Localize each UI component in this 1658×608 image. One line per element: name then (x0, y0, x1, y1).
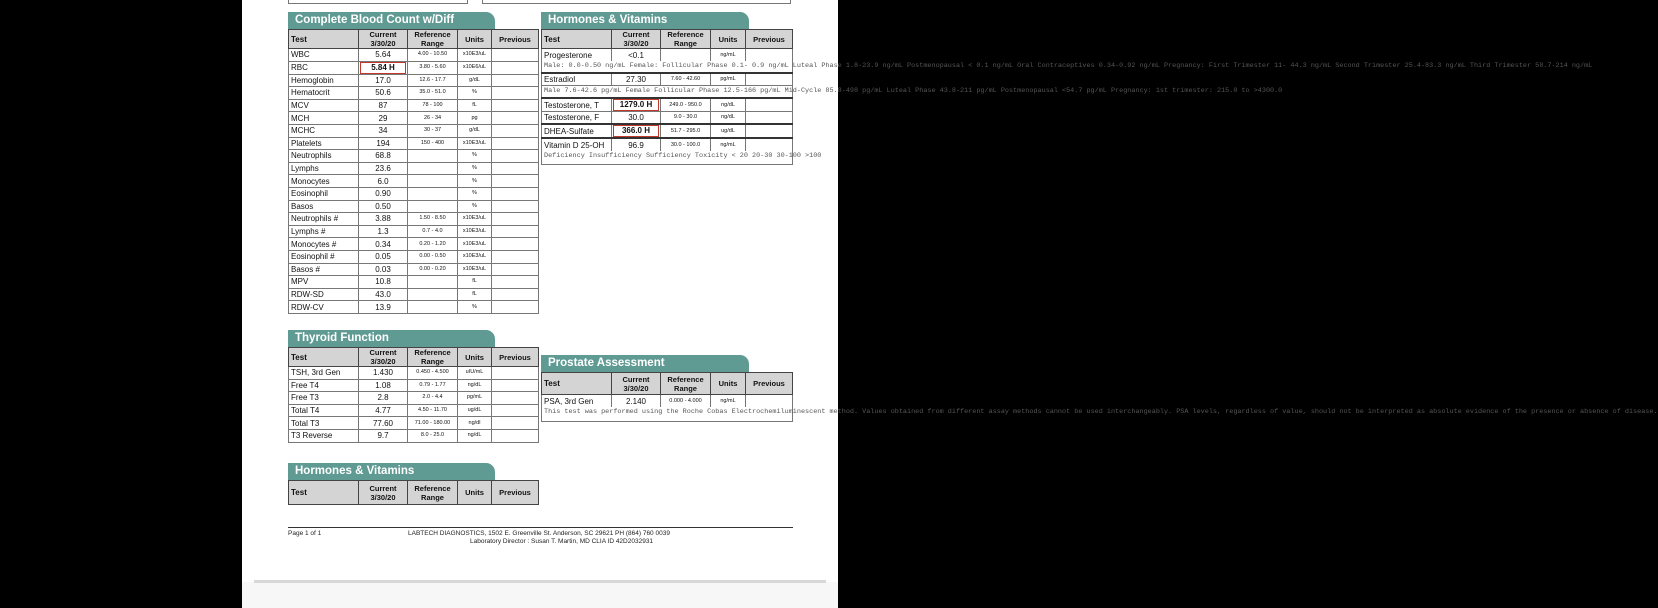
reference-range: 0.000 - 4.000 (661, 395, 711, 408)
table-row (289, 187, 539, 200)
test-name: Estradiol (542, 73, 612, 86)
table-row (542, 112, 793, 125)
test-name: DHEA-Sulfate (542, 124, 612, 138)
units: x10E3/uL (458, 250, 492, 263)
lab-report-page (242, 0, 1658, 582)
reference-range: 30.0 - 100.0 (661, 138, 711, 151)
units: ug/dL (458, 404, 492, 417)
previous-value (492, 263, 539, 276)
table-row (289, 301, 539, 314)
current-value: 0.34 (359, 238, 408, 251)
current-value: 43.0 (359, 288, 408, 301)
reference-range: 71.00 - 180.00 (408, 417, 458, 430)
hormones-table (541, 29, 1593, 165)
reference-range: 0.20 - 1.20 (408, 238, 458, 251)
previous-value (492, 175, 539, 188)
reference-range: 0.00 - 0.50 (408, 250, 458, 263)
prostate-title: Prostate Assessment (541, 355, 749, 372)
previous-value (492, 367, 539, 380)
table-row (542, 124, 793, 138)
current-value: 194 (359, 137, 408, 150)
hormones-left-header-row (289, 481, 539, 505)
thyroid-table (288, 347, 539, 443)
test-name: Progesterone (542, 49, 612, 62)
col-units: Units (711, 30, 746, 49)
col-test: Test (542, 373, 612, 395)
units: ng/mL (711, 395, 746, 408)
lab-director: Laboratory Director : Susan T. Martin, MD CLIA ID 42D2032931 (470, 538, 654, 545)
current-value: 29 (359, 112, 408, 125)
test-name: MPV (289, 276, 359, 289)
table-row (542, 395, 793, 408)
table-row (289, 288, 539, 301)
current-value: 0.90 (359, 187, 408, 200)
current-value: 3.88 (359, 213, 408, 226)
units: % (458, 87, 492, 100)
units: x10E3/uL (458, 137, 492, 150)
reference-range: 3.80 - 5.60 (408, 61, 458, 74)
estradiol-notes: Male 7.6-42.6 pg/mL Female Follicular Phase 12.5-166 pg/mL Mid-Cycle 85.8-498 pg/mL Luteal Phase 43.8-211 pg/mL Postmenopausal <54.7 pg/mL Pregnancy: 1st trimester: 215.0 to >4300.0 (542, 86, 793, 99)
table-row (289, 392, 539, 405)
cbc-title: Complete Blood Count w/Diff (288, 12, 495, 29)
current-value: 1.430 (359, 367, 408, 380)
table-row (542, 49, 793, 62)
units: ng/mL (711, 138, 746, 151)
test-name: Free T3 (289, 392, 359, 405)
units: fL (458, 288, 492, 301)
units: ng/dL (458, 429, 492, 442)
table-row (289, 175, 539, 188)
previous-value (492, 74, 539, 87)
thyroid-header-row (289, 348, 539, 367)
reference-range: 9.0 - 30.0 (661, 112, 711, 125)
previous-value (492, 392, 539, 405)
col-current: Current 3/30/20 (359, 30, 408, 49)
hormones-left-table (288, 480, 539, 505)
reference-range (408, 288, 458, 301)
previous-value (492, 49, 539, 62)
test-name: Eosinophil # (289, 250, 359, 263)
current-value: 68.8 (359, 150, 408, 163)
previous-value (492, 162, 539, 175)
previous-page-edge-right (482, 0, 791, 4)
reference-range: 150 - 400 (408, 137, 458, 150)
current-value-flagged: 366.0 H (612, 124, 661, 138)
units: pg (458, 112, 492, 125)
table-row (289, 276, 539, 289)
test-name: Basos # (289, 263, 359, 276)
previous-value (492, 124, 539, 137)
reference-range: 0.00 - 0.20 (408, 263, 458, 276)
reference-range: 4.50 - 11.70 (408, 404, 458, 417)
reference-range: 51.7 - 295.0 (661, 124, 711, 138)
current-value: 50.6 (359, 87, 408, 100)
table-row (289, 404, 539, 417)
previous-value (492, 379, 539, 392)
current-value: 96.9 (612, 138, 661, 151)
previous-value (492, 213, 539, 226)
reference-range: 4.00 - 10.50 (408, 49, 458, 62)
table-row (289, 379, 539, 392)
col-reference: Reference Range (661, 373, 711, 395)
current-value: 0.03 (359, 263, 408, 276)
previous-value (492, 250, 539, 263)
table-row (289, 200, 539, 213)
reference-range (408, 301, 458, 314)
units: g/dL (458, 124, 492, 137)
reference-range: 30 - 37 (408, 124, 458, 137)
hormones-left-title: Hormones & Vitamins (288, 463, 495, 480)
current-value: <0.1 (612, 49, 661, 62)
table-row (289, 367, 539, 380)
current-value: 0.50 (359, 200, 408, 213)
current-value-flagged: 1279.0 H (612, 98, 661, 112)
table-row (542, 98, 793, 112)
units: x10E3/uL (458, 225, 492, 238)
prostate-table (541, 372, 1658, 422)
current-value: 2.8 (359, 392, 408, 405)
test-name: PSA, 3rd Gen (542, 395, 612, 408)
table-row (289, 263, 539, 276)
progesterone-notes: Male: 0.0-0.50 ng/mL Female: Follicular Phase 0.1- 0.9 ng/mL Luteal Phase 1.8-23.9 ng/mL Postmenopausal < 0.1 ng/mL Oral Contraceptives 0.34-0.92 ng/mL Pregnancy: First Trimester 11- 44.3 ng/mL Second Trimester 25.4-83.3 ng/mL Third Trimester 58.7-214 ng/mL (542, 61, 793, 73)
test-name: MCV (289, 99, 359, 112)
col-units: Units (711, 373, 746, 395)
test-name: Hemoglobin (289, 74, 359, 87)
reference-range: 26 - 34 (408, 112, 458, 125)
previous-value (492, 238, 539, 251)
test-name: Eosinophil (289, 187, 359, 200)
page-number: Page 1 of 1 (288, 530, 322, 537)
current-value: 5.64 (359, 49, 408, 62)
col-units: Units (458, 348, 492, 367)
document-viewer (242, 0, 1658, 608)
previous-value (492, 187, 539, 200)
table-row (289, 99, 539, 112)
table-row (289, 213, 539, 226)
units: pg/mL (458, 392, 492, 405)
table-row (289, 49, 539, 62)
test-name: Neutrophils (289, 150, 359, 163)
table-row (289, 162, 539, 175)
current-value: 23.6 (359, 162, 408, 175)
reference-range: 12.6 - 17.7 (408, 74, 458, 87)
report-footer (288, 527, 793, 545)
reference-range: 35.0 - 51.0 (408, 87, 458, 100)
col-previous: Previous (746, 30, 793, 49)
test-name: RDW-SD (289, 288, 359, 301)
page-shadow (254, 580, 826, 583)
units: fL (458, 276, 492, 289)
units: fL (458, 99, 492, 112)
test-name: Total T4 (289, 404, 359, 417)
test-name: Lymphs # (289, 225, 359, 238)
footer-divider (288, 527, 793, 528)
test-name: MCH (289, 112, 359, 125)
reference-range: 0.79 - 1.77 (408, 379, 458, 392)
reference-range (408, 187, 458, 200)
units: uIU/mL (458, 367, 492, 380)
col-units: Units (458, 30, 492, 49)
reference-range: 0.7 - 4.0 (408, 225, 458, 238)
reference-range (408, 175, 458, 188)
current-value-flagged: 5.84 H (359, 61, 408, 74)
current-value: 10.8 (359, 276, 408, 289)
cbc-table (288, 29, 539, 314)
previous-value (492, 276, 539, 289)
table-row (289, 87, 539, 100)
current-value: 4.77 (359, 404, 408, 417)
current-value: 30.0 (612, 112, 661, 125)
current-value: 27.30 (612, 73, 661, 86)
test-name: Testosterone, T (542, 98, 612, 112)
col-previous: Previous (492, 348, 539, 367)
current-value: 13.9 (359, 301, 408, 314)
table-row (289, 238, 539, 251)
current-value: 2.140 (612, 395, 661, 408)
units: ug/dL (711, 124, 746, 138)
table-row (289, 429, 539, 442)
units: ng/dL (711, 112, 746, 125)
thyroid-title: Thyroid Function (288, 330, 495, 347)
test-name: Testosterone, F (542, 112, 612, 125)
units: ng/dl (458, 417, 492, 430)
table-row (289, 74, 539, 87)
current-value: 87 (359, 99, 408, 112)
lab-address: LABTECH DIAGNOSTICS, 1502 E. Greenville St. Anderson, SC 29621 PH (864) 760 0039 (408, 530, 670, 537)
current-value: 6.0 (359, 175, 408, 188)
reference-range: 249.0 - 950.0 (661, 98, 711, 112)
col-test: Test (289, 30, 359, 49)
table-row (289, 250, 539, 263)
test-name: WBC (289, 49, 359, 62)
col-test: Test (289, 348, 359, 367)
test-name: RDW-CV (289, 301, 359, 314)
col-current: Current 3/30/20 (612, 373, 661, 395)
prostate-header-row (542, 373, 793, 395)
current-value: 1.3 (359, 225, 408, 238)
col-current: Current 3/30/20 (612, 30, 661, 49)
table-row (289, 112, 539, 125)
previous-value (492, 429, 539, 442)
current-value: 17.0 (359, 74, 408, 87)
col-reference: Reference Range (661, 30, 711, 49)
previous-value (492, 301, 539, 314)
units: x10E3/uL (458, 49, 492, 62)
col-previous: Previous (492, 481, 539, 505)
previous-value (492, 417, 539, 430)
previous-value (492, 404, 539, 417)
table-row (289, 137, 539, 150)
units: ng/dL (458, 379, 492, 392)
col-reference: Reference Range (408, 348, 458, 367)
units: % (458, 200, 492, 213)
table-row (289, 124, 539, 137)
current-value: 0.05 (359, 250, 408, 263)
reference-range: 2.0 - 4.4 (408, 392, 458, 405)
reference-range: 0.450 - 4.500 (408, 367, 458, 380)
table-row (542, 73, 793, 86)
hormones-header-row (542, 30, 793, 49)
table-row (289, 150, 539, 163)
test-name: Platelets (289, 137, 359, 150)
units: x10E3/uL (458, 213, 492, 226)
previous-value (492, 225, 539, 238)
test-name: Lymphs (289, 162, 359, 175)
previous-value (492, 200, 539, 213)
current-value: 1.08 (359, 379, 408, 392)
hormones-title: Hormones & Vitamins (541, 12, 749, 29)
test-name: RBC (289, 61, 359, 74)
reference-range: 7.60 - 42.60 (661, 73, 711, 86)
test-name: Monocytes # (289, 238, 359, 251)
col-units: Units (458, 481, 492, 505)
previous-value (492, 150, 539, 163)
col-test: Test (542, 30, 612, 49)
previous-value (492, 112, 539, 125)
test-name: Free T4 (289, 379, 359, 392)
table-row (289, 225, 539, 238)
units: ng/mL (711, 49, 746, 62)
test-name: Neutrophils # (289, 213, 359, 226)
units: % (458, 175, 492, 188)
units: x10E6/uL (458, 61, 492, 74)
table-row (542, 138, 793, 151)
previous-value (492, 87, 539, 100)
previous-value (492, 288, 539, 301)
reference-range: 8.0 - 25.0 (408, 429, 458, 442)
col-previous: Previous (492, 30, 539, 49)
current-value: 77.60 (359, 417, 408, 430)
previous-value (492, 61, 539, 74)
reference-range (408, 150, 458, 163)
previous-value (492, 137, 539, 150)
units: % (458, 187, 492, 200)
test-name: Total T3 (289, 417, 359, 430)
units: pg/mL (711, 73, 746, 86)
col-reference: Reference Range (408, 481, 458, 505)
reference-range (408, 200, 458, 213)
psa-notes: This test was performed using the Roche Cobas Electrochemiluminescent method. Values obtained from different assay methods cannot be used interchangeably. PSA levels, regardless of value, should not be interpreted as absolute evidence of the presence or absence of disease. (542, 407, 793, 422)
table-row (289, 417, 539, 430)
test-name: T3 Reverse (289, 429, 359, 442)
units: % (458, 162, 492, 175)
col-reference: Reference Range (408, 30, 458, 49)
test-name: Monocytes (289, 175, 359, 188)
current-value: 9.7 (359, 429, 408, 442)
previous-value (492, 99, 539, 112)
units: % (458, 301, 492, 314)
cbc-header-row (289, 30, 539, 49)
test-name: MCHC (289, 124, 359, 137)
col-previous: Previous (746, 373, 793, 395)
units: x10E3/uL (458, 263, 492, 276)
units: % (458, 150, 492, 163)
table-row (289, 61, 539, 74)
col-test: Test (289, 481, 359, 505)
reference-range (408, 162, 458, 175)
test-name: Hematocrit (289, 87, 359, 100)
reference-range: 1.50 - 8.50 (408, 213, 458, 226)
test-name: Basos (289, 200, 359, 213)
col-current: Current 3/30/20 (359, 481, 408, 505)
test-name: TSH, 3rd Gen (289, 367, 359, 380)
vitamin-d-notes: Deficiency Insufficiency Sufficiency Toxicity < 20 20-30 30-100 >100 (542, 151, 793, 165)
reference-range (408, 276, 458, 289)
current-value: 34 (359, 124, 408, 137)
col-current: Current 3/30/20 (359, 348, 408, 367)
units: ng/dL (711, 98, 746, 112)
test-name: Vitamin D 25-OH (542, 138, 612, 151)
reference-range: 78 - 100 (408, 99, 458, 112)
units: g/dL (458, 74, 492, 87)
units: x10E3/uL (458, 238, 492, 251)
previous-page-edge (288, 0, 468, 4)
